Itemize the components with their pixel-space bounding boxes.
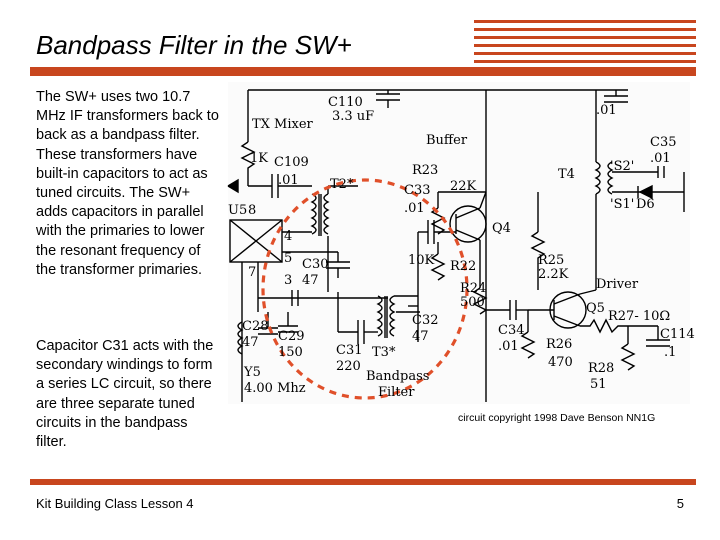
label-pin7: 7	[248, 265, 257, 280]
label-r26: R26	[546, 337, 573, 352]
title-decoration-lines	[474, 20, 696, 64]
label-c114: C114	[660, 327, 695, 342]
label-r24-value: 500	[460, 295, 485, 310]
label-c35: C35	[650, 135, 677, 150]
slide-title: Bandpass Filter in the SW+	[36, 30, 352, 60]
label-r28-value: 51	[590, 377, 607, 392]
label-r-10k: 10K	[408, 253, 435, 268]
label-c109: C109	[274, 155, 309, 170]
label-driver: Driver	[596, 277, 639, 292]
label-c109-value: .01	[278, 173, 299, 188]
label-u5: U5	[228, 203, 248, 218]
label-r25: R25	[538, 253, 565, 268]
label-c31: C31	[336, 343, 363, 358]
label-y5-value: 4.00 Mhz	[244, 381, 306, 396]
capacitor-paragraph: Capacitor C31 acts with the secondary windings to form a series LC circuit, so there are three separate tuned circuits in the bandpass filter.	[36, 338, 214, 451]
label-c114-value: .1	[664, 345, 677, 360]
label-t2: T2*	[330, 177, 354, 192]
label-c28-value: 47	[242, 335, 259, 350]
label-r-1k: 1K	[250, 151, 268, 166]
label-c32: C32	[412, 313, 439, 328]
label-r25-value: 2.2K	[538, 267, 569, 282]
label-s1: 'S1'	[610, 197, 635, 212]
label-pin5: 5	[284, 251, 293, 266]
label-c29: C29	[278, 329, 305, 344]
label-c35-value: .01	[650, 151, 671, 166]
label-pin8: 8	[248, 203, 257, 218]
label-r24: R24	[460, 281, 487, 296]
label-pin3: 3	[284, 273, 293, 288]
label-r23: R23	[412, 163, 439, 178]
copyright-caption: circuit copyright 1998 Dave Benson NN1G	[458, 412, 656, 424]
label-bandpass: Bandpass	[366, 369, 430, 384]
label-c30: C30	[302, 257, 329, 272]
label-d6: D6	[636, 197, 655, 212]
label-r22: R22	[450, 259, 477, 274]
bandpass-schematic	[228, 82, 695, 404]
label-r28: R28	[588, 361, 615, 376]
label-q4: Q4	[492, 221, 511, 236]
label-c34: C34	[498, 323, 525, 338]
label-c34-value: .01	[498, 339, 519, 354]
label-r26-value: 470	[548, 355, 573, 370]
label-filter: Filter	[378, 385, 415, 400]
label-tx-mixer: TX Mixer	[252, 117, 313, 132]
label-t4: T4	[558, 167, 575, 182]
label-c29-value: 150	[278, 345, 303, 360]
schematic-drawing	[228, 82, 695, 404]
label-c33-value: .01	[404, 201, 425, 216]
label-t3: T3*	[372, 345, 396, 360]
footer-lesson-label: Kit Building Class Lesson 4	[36, 496, 194, 511]
label-y5: Y5	[244, 365, 261, 380]
label-c30-value: 47	[302, 273, 319, 288]
label-c-top: .01	[596, 103, 617, 118]
label-c110: C110	[328, 95, 363, 110]
label-r27: R27- 10Ω	[608, 309, 671, 324]
label-c33: C33	[404, 183, 431, 198]
intro-paragraph: The SW+ uses two 10.7 MHz IF transformers back to back as a bandpass filter. These transformers have built-in capacitors to act as tuned circuits. The SW+ adds capacitors in parallel with the primaries to lower the resonant frequency of the transformer primaries.	[36, 89, 219, 278]
label-pin4: 4	[284, 229, 293, 244]
label-c32-value: 47	[412, 329, 429, 344]
label-c28: C28	[242, 319, 269, 334]
footer-rule	[30, 479, 696, 485]
label-s2: 'S2'	[610, 159, 635, 174]
label-c110-value: 3.3 uF	[332, 109, 375, 124]
label-buffer: Buffer	[426, 133, 468, 148]
page-number: 5	[676, 496, 684, 511]
label-c31-value: 220	[336, 359, 361, 374]
label-r-22k: 22K	[450, 179, 477, 194]
title-rule	[30, 67, 696, 76]
label-q5: Q5	[586, 301, 605, 316]
